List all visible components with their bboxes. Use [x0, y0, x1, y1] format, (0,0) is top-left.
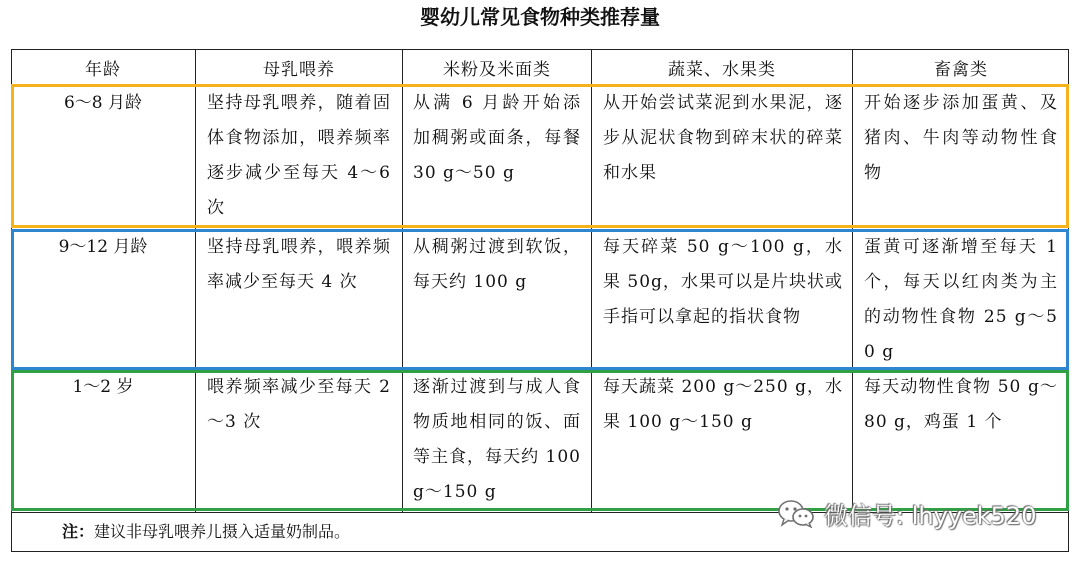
meat-cell: 开始逐步添加蛋黄、及猪肉、牛肉等动物性食物: [864, 93, 1058, 183]
cereal-cell: 逐渐过渡到与成人食物质地相同的饭、面等主食，每天约 100 g～150 g: [413, 377, 581, 502]
age-cell: 9～12 月龄: [58, 237, 148, 257]
age-cell: 6～8 月龄: [63, 93, 143, 113]
header-age: 年龄: [85, 59, 121, 80]
table-note: [62, 514, 350, 550]
column-divider: [195, 49, 196, 512]
note-label: 注：: [62, 522, 95, 541]
veg-fruit-cell: 每天蔬菜 200 g～250 g，水果 100 g～150 g: [603, 377, 843, 432]
note-text: 建议非母乳喂养儿摄入适量奶制品。: [94, 522, 351, 541]
column-divider: [591, 49, 592, 512]
veg-fruit-cell: 从开始尝试菜泥到水果泥，逐步从泥状食物到碎末状的碎菜和水果: [603, 93, 843, 183]
breastfeeding-cell: 坚持母乳喂养，随着固体食物添加，喂养频率逐步减少至每天 4～6 次: [207, 93, 391, 218]
column-divider: [852, 49, 853, 512]
meat-cell: 每天动物性食物 50 g～80 g，鸡蛋 1 个: [864, 377, 1058, 432]
header-cereal: 米粉及米面类: [443, 59, 551, 80]
breastfeeding-cell: 坚持母乳喂养，喂养频率减少至每天 4 次: [207, 237, 391, 292]
cereal-cell: 从稠粥过渡到软饭，每天约 100 g: [413, 237, 581, 292]
breastfeeding-cell: 喂养频率减少至每天 2～3 次: [207, 377, 391, 432]
watermark: [776, 496, 1036, 530]
header-breastfeeding: 母乳喂养: [263, 59, 335, 80]
age-cell: 1～2 岁: [72, 377, 134, 397]
column-divider: [402, 49, 403, 512]
header-veg-fruit: 蔬菜、水果类: [668, 59, 776, 80]
cereal-cell: 从满 6 月龄开始添加稠粥或面条，每餐 30 g～50 g: [413, 93, 581, 183]
veg-fruit-cell: 每天碎菜 50 g～100 g，水果 50g，水果可以是片块状或手指可以拿起的指状食物: [603, 237, 843, 327]
header-meat: 畜禽类: [934, 59, 988, 80]
meat-cell: 蛋黄可逐渐增至每天 1 个，每天以红肉类为主的动物性食物 25 g～50 g: [864, 237, 1058, 362]
page-title: 婴幼儿常见食物种类推荐量: [420, 5, 660, 29]
watermark-text: 微信号: lhyyek520: [824, 501, 1037, 530]
wechat-icon: [776, 498, 816, 528]
